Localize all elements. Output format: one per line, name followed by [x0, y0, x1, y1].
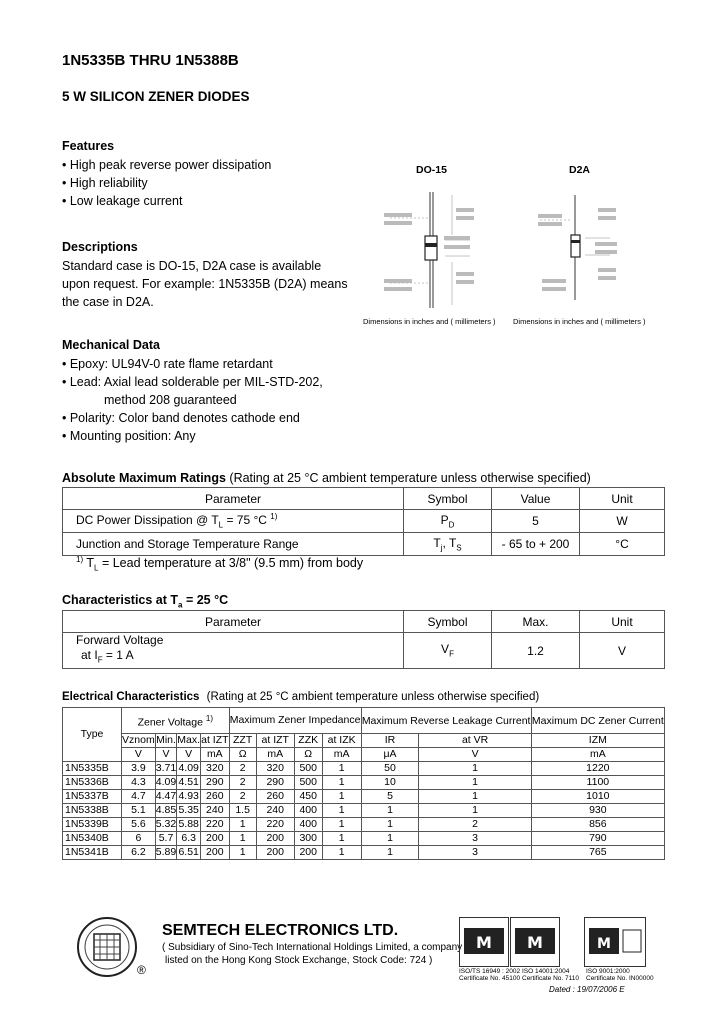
value-cell: 6.3 — [177, 832, 201, 846]
value-cell: 200 — [256, 832, 294, 846]
sub-header: at IZT — [201, 734, 229, 746]
table-row — [63, 846, 665, 860]
value-cell: 260 — [201, 790, 229, 804]
mechanical-list — [62, 355, 323, 445]
symbol-cell: $P_D$ — [404, 510, 492, 533]
value-cell: 300 — [294, 832, 322, 846]
value-cell: 5 — [492, 510, 580, 533]
value-cell: 1 — [322, 804, 361, 818]
description-line: the case in D2A. — [62, 295, 154, 309]
value-cell: 1 — [322, 790, 361, 804]
value-cell: 6 — [122, 832, 156, 846]
value-cell: 450 — [294, 790, 322, 804]
value-cell: 5.1 — [122, 804, 156, 818]
value-cell: 1 — [322, 776, 361, 790]
param-cell: Junction and Storage Temperature Range — [63, 533, 404, 556]
cert-badge-2 — [510, 917, 560, 967]
do15-drawing — [384, 180, 670, 308]
abs-max-table — [62, 487, 665, 556]
value-cell: 1 — [419, 790, 531, 804]
feature-item: • High reliability — [62, 176, 148, 190]
abs-max-title — [62, 471, 591, 485]
value-cell: 765 — [531, 846, 664, 860]
table-header-row — [63, 611, 665, 633]
sub-header: IR — [361, 734, 419, 748]
value-cell: 290 — [201, 776, 229, 790]
value-cell: 5.7 — [155, 832, 176, 846]
table-row — [63, 633, 665, 669]
value-cell: 1010 — [531, 790, 664, 804]
page-title: 1N5335B THRU 1N5388B — [62, 52, 239, 69]
value-cell: 50 — [361, 762, 419, 776]
type-cell: 1N5337B — [63, 790, 122, 804]
value-cell: 1 — [361, 818, 419, 832]
col-header: Parameter — [63, 488, 404, 510]
abs-max-heading: Absolute Maximum Ratings — [62, 471, 226, 485]
value-cell: 5.89 — [155, 846, 177, 858]
table-row — [63, 510, 665, 533]
cert-badge-3 — [584, 917, 646, 967]
value-cell: 500 — [294, 776, 322, 790]
value-cell: 220 — [201, 818, 229, 832]
value-cell: 5 — [361, 790, 419, 804]
value-cell: 3.71 — [155, 762, 177, 774]
cert-1-text: ISO/TS 16949 : 2002 Certificate No. 45100 — [459, 968, 521, 982]
feature-item: • Low leakage current — [62, 194, 183, 208]
value-cell: 220 — [256, 818, 294, 832]
registered-mark: ® — [137, 963, 146, 977]
symbol-cell: $T_j$, $T_S$ — [404, 533, 492, 556]
table-header-row — [63, 488, 665, 510]
table-row — [63, 818, 665, 832]
table-row — [63, 790, 665, 804]
type-cell: 1N5339B — [63, 818, 122, 832]
col-header: Parameter — [63, 611, 404, 633]
value-cell: 3 — [419, 846, 531, 860]
cert-2-text: ISO 14001:2004 Certificate No. 7110 — [522, 968, 579, 982]
type-cell: 1N5340B — [63, 832, 122, 846]
table-row — [63, 776, 665, 790]
value-cell: 4.85 — [155, 804, 177, 816]
value-cell: - 65 to + 200 — [492, 533, 580, 556]
value-cell: 1 — [229, 818, 256, 832]
unit-row — [63, 748, 665, 762]
value-cell: 1 — [322, 846, 361, 860]
characteristics-table — [62, 610, 665, 669]
value-cell: 200 — [256, 846, 294, 860]
unit-header: mA — [322, 748, 361, 762]
value-cell: 1 — [361, 804, 419, 818]
electrical-note: (Rating at 25 °C ambient temperature unless otherwise specified) — [206, 691, 540, 703]
symbol-cell: $V_F$ — [404, 633, 492, 669]
value-cell: 1 — [419, 804, 531, 818]
value-cell: 500 — [294, 762, 322, 776]
type-header: Type — [63, 708, 122, 762]
value-cell: 240 — [201, 804, 229, 818]
characteristics-heading: Characteristics at $T_a = 25$ °C — [62, 593, 229, 610]
d2a-drawing — [538, 195, 617, 300]
value-cell: 1 — [322, 762, 361, 776]
table-row — [63, 804, 665, 818]
unit-header: μA — [361, 748, 419, 762]
value-cell: 930 — [531, 804, 664, 818]
table-row — [63, 762, 665, 776]
value-cell: 1 — [322, 832, 361, 846]
sub-header: Min. — [156, 734, 176, 746]
sub-header: at VR — [419, 734, 531, 748]
sub-header: IZM — [531, 734, 664, 748]
company-name: SEMTECH ELECTRONICS LTD. — [162, 922, 399, 939]
zener-voltage-header: Zener Voltage $^{1)}$ — [122, 708, 230, 734]
features-list — [62, 156, 271, 210]
value-cell: 1 — [229, 832, 256, 846]
col-header: Unit — [580, 488, 665, 510]
value-cell: 1 — [229, 846, 256, 860]
value-cell: 1100 — [531, 776, 664, 790]
descriptions-heading: Descriptions — [62, 240, 138, 254]
electrical-title — [62, 691, 539, 703]
value-cell: 290 — [256, 776, 294, 790]
dated-text: Dated : 19/07/2006 E — [549, 985, 625, 994]
svg-text:M: M — [527, 933, 543, 952]
svg-text:M: M — [597, 936, 611, 952]
value-cell: 790 — [531, 832, 664, 846]
unit-header: mA — [256, 748, 294, 762]
col-header: Value — [492, 488, 580, 510]
table-row — [63, 832, 665, 846]
value-cell: 200 — [294, 846, 322, 860]
unit-header: V — [177, 748, 201, 762]
svg-text:M: M — [476, 933, 492, 952]
value-cell: 240 — [256, 804, 294, 818]
abs-max-footnote: $^{1)}$ $T_L$ = Lead temperature at 3/8" (9.5 mm) from body — [76, 555, 364, 573]
mechanical-item: • Epoxy: UL94V-0 rate flame retardant — [62, 357, 273, 371]
features-heading: Features — [62, 139, 115, 153]
value-cell: 200 — [201, 846, 229, 860]
value-cell: 6.51 — [178, 846, 199, 858]
unit-header: V — [122, 748, 156, 762]
value-cell: 4.09 — [178, 762, 199, 774]
semtech-logo — [76, 916, 138, 978]
unit-cell: V — [580, 633, 665, 669]
table-row — [63, 533, 665, 556]
value-cell: 1 — [419, 776, 531, 790]
do15-caption: Dimensions in inches and ( millimeters ) — [363, 317, 496, 326]
sub-header-row — [63, 734, 665, 748]
sub-header: at IZT — [256, 734, 294, 748]
sub-header: at IZK — [322, 734, 361, 748]
type-cell: 1N5338B — [63, 804, 122, 818]
feature-item: • High peak reverse power dissipation — [62, 158, 272, 172]
value-cell: 320 — [256, 762, 294, 776]
value-cell: 4.47 — [155, 790, 177, 802]
company-line-1: ( Subsidiary of Sino-Tech International Holdings Limited, a company — [162, 942, 463, 953]
value-cell: 2 — [229, 776, 256, 790]
company-line-2: listed on the Hong Kong Stock Exchange, Stock Code: 724 ) — [165, 955, 433, 966]
description-line: upon request. For example: 1N5335B (D2A) means — [62, 277, 348, 291]
sub-header: ZZT — [229, 734, 256, 748]
value-cell: 400 — [294, 818, 322, 832]
dc-current-header: Maximum DC Zener Current — [531, 708, 664, 734]
value-cell: 1 — [361, 832, 419, 846]
value-cell: 3.9 — [122, 762, 156, 776]
sub-header: Vznom — [122, 734, 155, 746]
descriptions-text — [62, 257, 348, 311]
impedance-header: Maximum Zener Impedance — [229, 708, 361, 734]
electrical-heading: Electrical Characteristics — [62, 691, 200, 703]
col-header: Symbol — [404, 611, 492, 633]
cert-badge-1 — [459, 917, 509, 967]
col-header: Max. — [492, 611, 580, 633]
description-line: Standard case is DO-15, D2A case is available — [62, 259, 322, 273]
value-cell: 4.93 — [178, 790, 199, 802]
electrical-rows — [63, 762, 665, 860]
sub-header: ZZK — [294, 734, 322, 748]
unit-header: mA — [201, 748, 229, 762]
value-cell: 1 — [322, 818, 361, 832]
unit-header: V — [419, 748, 531, 762]
value-cell: 4.09 — [155, 776, 177, 788]
do15-label: DO-15 — [416, 164, 447, 176]
type-cell: 1N5341B — [63, 846, 122, 860]
type-cell: 1N5335B — [63, 762, 122, 776]
value-cell: 1.2 — [492, 633, 580, 669]
mechanical-item: • Lead: Axial lead solderable per MIL-STD-202, — [62, 375, 323, 389]
d2a-label: D2A — [569, 164, 591, 176]
value-cell: 6.2 — [122, 846, 156, 860]
value-cell: 5.35 — [178, 804, 199, 816]
value-cell: 3 — [419, 832, 531, 846]
value-cell: 1.5 — [229, 804, 256, 818]
col-header: Unit — [580, 611, 665, 633]
value-cell: 856 — [531, 818, 664, 832]
mechanical-item: • Mounting position: Any — [62, 429, 196, 443]
value-cell: 260 — [256, 790, 294, 804]
value-cell: 2 — [229, 762, 256, 776]
value-cell: 1 — [419, 762, 531, 776]
value-cell: 10 — [361, 776, 419, 790]
mechanical-item: method 208 guaranteed — [104, 393, 237, 407]
type-cell: 1N5336B — [63, 776, 122, 790]
unit-cell: °C — [580, 533, 665, 556]
page-subtitle: 5 W SILICON ZENER DIODES — [62, 89, 250, 104]
param-cell: DC Power Dissipation @ $T_L = 75$ °C $^{1)}$ — [63, 510, 404, 533]
electrical-table — [62, 707, 665, 860]
unit-cell: W — [580, 510, 665, 533]
value-cell: 2 — [229, 790, 256, 804]
mechanical-item: • Polarity: Color band denotes cathode end — [62, 411, 300, 425]
unit-header: mA — [531, 748, 664, 762]
sub-header: Max. — [177, 734, 201, 746]
unit-header: V — [155, 748, 176, 762]
abs-max-note: (Rating at 25 °C ambient temperature unless otherwise specified) — [229, 471, 591, 485]
cert-3-text: ISO 9001:2000 Certificate No. IN00000 — [586, 968, 654, 982]
unit-header: Ω — [229, 748, 256, 762]
value-cell: 320 — [201, 762, 229, 776]
unit-header: Ω — [294, 748, 322, 762]
value-cell: 1220 — [531, 762, 664, 776]
leakage-header: Maximum Reverse Leakage Current — [361, 708, 531, 734]
value-cell: 400 — [294, 804, 322, 818]
value-cell: 4.7 — [122, 790, 156, 804]
col-header: Symbol — [404, 488, 492, 510]
value-cell: 5.88 — [178, 818, 199, 830]
param-cell: Forward Voltage at $I_F = 1$ A — [63, 633, 404, 669]
value-cell: 2 — [419, 818, 531, 832]
value-cell: 4.51 — [178, 776, 199, 788]
value-cell: 1 — [361, 846, 419, 860]
package-drawings — [370, 180, 670, 315]
d2a-caption: Dimensions in inches and ( millimeters ) — [513, 317, 646, 326]
value-cell: 5.6 — [122, 818, 156, 832]
value-cell: 5.32 — [155, 818, 177, 830]
mechanical-heading: Mechanical Data — [62, 338, 160, 352]
value-cell: 4.3 — [122, 776, 156, 790]
value-cell: 200 — [201, 832, 229, 846]
